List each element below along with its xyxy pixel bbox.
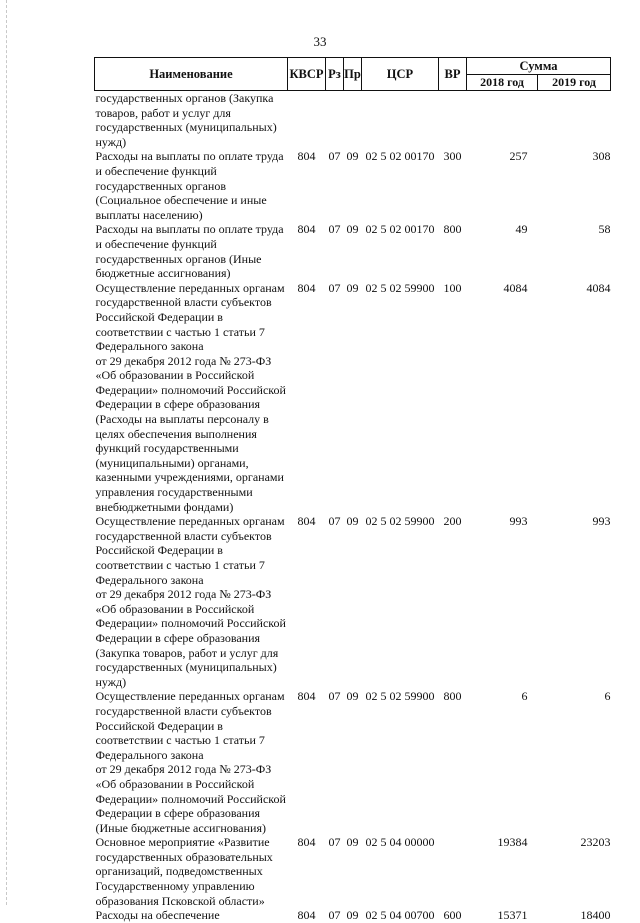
csr-cell: 02 5 02 00170 [365, 149, 435, 164]
row-name-line: (Социальное обеспечение и иные [95, 193, 267, 208]
row-name-line: соответствии с частью 1 статьи 7 [95, 324, 265, 339]
table-row [95, 908, 611, 923]
kvsr-cell: 804 [297, 908, 316, 923]
row-name-line: Расходы на выплаты по оплате труда [95, 222, 284, 237]
row-name-line: от 29 декабря 2012 года № 273-ФЗ [95, 353, 272, 368]
row-name-line: Федерации» полномочий Российской [95, 616, 286, 631]
row-name-line: управления государственными [95, 485, 253, 500]
row-name-line: нужд) [95, 674, 127, 689]
csr-cell: 02 5 02 59900 [365, 514, 435, 529]
csr-cell: 02 5 04 00700 [365, 908, 435, 923]
row-name-line: выплаты населению) [95, 207, 203, 222]
vr-cell: 800 [443, 689, 462, 704]
row-name-line: (Закупка товаров, работ и услуг для [95, 645, 279, 660]
sum-2018-cell: 19384 [497, 835, 528, 850]
rz-cell: 07 [328, 835, 341, 850]
row-name-cell [95, 149, 288, 222]
scan-edge-line [6, 0, 8, 905]
row-name-line: Осуществление переданных органам [95, 689, 285, 704]
column-header-2018: 2018 год [467, 75, 538, 91]
column-header-vr: ВР [439, 58, 467, 91]
row-name-line: Федерального закона [95, 747, 204, 762]
row-name-cell [95, 222, 288, 280]
pr-cell: 09 [346, 908, 359, 923]
vr-cell: 800 [443, 222, 462, 237]
vr-cell [439, 835, 467, 908]
row-name-line: товаров, работ и услуг для [95, 105, 231, 120]
row-name-line: соответствии с частью 1 статьи 7 [95, 558, 265, 572]
vr-cell: 300 [443, 149, 462, 164]
table-row [95, 222, 611, 280]
row-name-line: Государственному управлению [95, 879, 255, 894]
csr-cell: 02 5 04 00000 [365, 835, 435, 850]
row-name-line: соответствии с частью 1 статьи 7 [95, 733, 265, 748]
row-name-line: Осуществление переданных органам [95, 280, 285, 295]
csr-cell: 02 5 02 00170 [365, 222, 435, 237]
sum-2019-cell [538, 91, 611, 150]
row-name-cell [95, 91, 288, 150]
table-row [95, 91, 611, 150]
kvsr-cell [288, 91, 326, 150]
sum-2019-cell: 308 [592, 149, 611, 164]
csr-cell: 02 5 02 59900 [365, 280, 435, 295]
row-name-line: государственной власти субъектов [95, 703, 272, 718]
row-name-line: «Об образовании в Российской [95, 368, 255, 383]
row-name-line: целях обеспечения выполнения [95, 426, 257, 441]
row-name-line: Расходы на обеспечение [95, 908, 220, 923]
sum-2018-cell [467, 91, 538, 150]
row-name-cell [95, 908, 288, 923]
table-row [95, 514, 611, 689]
row-name-line: образования Псковской области» [95, 893, 265, 908]
kvsr-cell: 804 [297, 280, 316, 295]
rz-cell: 07 [328, 222, 341, 237]
row-name-line: и обеспечение функций [95, 163, 217, 178]
column-header-kvsr: КВСР [288, 58, 326, 91]
sum-2019-cell: 18400 [580, 908, 611, 923]
row-name-line: Федерации» полномочий Российской [95, 791, 286, 806]
page-number: 33 [313, 34, 327, 49]
kvsr-cell: 804 [297, 149, 316, 164]
row-name-cell [95, 514, 288, 689]
row-name-line: государственных органов (Иные [95, 251, 262, 266]
sum-2019-cell: 6 [604, 689, 611, 704]
row-name-line: Российской Федерации в [95, 309, 223, 324]
row-name-line: государственной власти субъектов [95, 295, 272, 310]
row-name-line: «Об образовании в Российской [95, 601, 255, 616]
row-name-line: государственных органов [95, 178, 226, 193]
row-name-line: от 29 декабря 2012 года № 273-ФЗ [95, 587, 272, 602]
rz-cell: 07 [328, 280, 341, 295]
vr-cell: 100 [443, 280, 462, 295]
row-name-line: Российской Федерации в [95, 543, 223, 558]
kvsr-cell: 804 [297, 514, 316, 529]
sum-2019-cell: 23203 [580, 835, 611, 850]
row-name-line: Основное мероприятие «Развитие [95, 835, 270, 850]
row-name-cell [95, 835, 288, 908]
row-name-line: государственной власти субъектов [95, 528, 272, 543]
rz-cell: 07 [328, 689, 341, 704]
row-name-line: Федерации в сфере образования [95, 806, 261, 821]
table-header [95, 58, 611, 91]
kvsr-cell: 804 [297, 222, 316, 237]
sum-2019-cell: 58 [598, 222, 611, 237]
row-name-line: бюджетные ассигнования) [95, 266, 231, 281]
kvsr-cell: 804 [297, 835, 316, 850]
row-name-line: государственных органов (Закупка [95, 91, 274, 105]
row-name-line: нужд) [95, 134, 127, 149]
sum-2018-cell: 4084 [503, 280, 528, 295]
row-name-line: государственных образовательных [95, 849, 273, 864]
row-name-line: (Иные бюджетные ассигнования) [95, 820, 266, 835]
pr-cell: 09 [346, 222, 359, 237]
pr-cell [344, 91, 362, 150]
pr-cell: 09 [346, 280, 359, 295]
rz-cell: 07 [328, 908, 341, 923]
sum-2018-cell: 6 [521, 689, 528, 704]
kvsr-cell: 804 [297, 689, 316, 704]
table-body [95, 91, 611, 923]
table-row [95, 689, 611, 835]
column-header-sum: Сумма [467, 58, 611, 75]
rz-cell: 07 [328, 514, 341, 529]
sum-2018-cell: 15371 [497, 908, 528, 923]
row-name-line: Федерации» полномочий Российской [95, 382, 286, 397]
column-header-name: Наименование [95, 58, 288, 91]
row-name-line: функций государственными [95, 441, 239, 456]
row-name-cell [95, 689, 288, 835]
row-name-line: «Об образовании в Российской [95, 776, 255, 791]
csr-cell [362, 91, 439, 150]
pr-cell: 09 [346, 514, 359, 529]
table-row [95, 281, 611, 515]
row-name-line: Федерации в сфере образования [95, 397, 261, 412]
table-row [95, 835, 611, 908]
pr-cell: 09 [346, 835, 359, 850]
budget-table [94, 57, 611, 923]
vr-cell: 200 [443, 514, 462, 529]
sum-2019-cell: 993 [592, 514, 611, 529]
row-name-line: казенными учреждениями, органами [95, 470, 284, 485]
row-name-line: Федерации в сфере образования [95, 630, 261, 645]
row-name-line: Федерального закона [95, 572, 204, 587]
column-header-2019: 2019 год [538, 75, 611, 91]
row-name-line: государственных (муниципальных) [95, 660, 277, 675]
sum-2018-cell: 49 [515, 222, 528, 237]
rz-cell [326, 91, 344, 150]
vr-cell: 600 [443, 908, 462, 923]
column-header-csr: ЦСР [362, 58, 439, 91]
row-name-line: и обеспечение функций [95, 236, 217, 251]
column-header-pr: Пр [344, 58, 362, 91]
vr-cell [439, 91, 467, 150]
rz-cell: 07 [328, 149, 341, 164]
column-header-rz: Рз [326, 58, 344, 91]
row-name-line: (Расходы на выплаты персоналу в [95, 412, 269, 427]
row-name-line: Осуществление переданных органам [95, 514, 285, 529]
sum-2018-cell: 257 [509, 149, 528, 164]
pr-cell: 09 [346, 149, 359, 164]
row-name-line: Российской Федерации в [95, 718, 223, 733]
row-name-line: от 29 декабря 2012 года № 273-ФЗ [95, 762, 272, 777]
row-name-line: Федерального закона [95, 339, 204, 354]
csr-cell: 02 5 02 59900 [365, 689, 435, 704]
row-name-line: Расходы на выплаты по оплате труда [95, 149, 284, 164]
row-name-line: организаций, подведомственных [95, 864, 263, 879]
sum-2018-cell: 993 [509, 514, 528, 529]
sum-2019-cell: 4084 [586, 280, 611, 295]
row-name-line: государственных (муниципальных) [95, 120, 277, 135]
row-name-line: (муниципальными) органами, [95, 455, 249, 470]
table-row [95, 149, 611, 222]
pr-cell: 09 [346, 689, 359, 704]
row-name-cell [95, 281, 288, 515]
row-name-line: внебюджетными фондами) [95, 499, 234, 514]
